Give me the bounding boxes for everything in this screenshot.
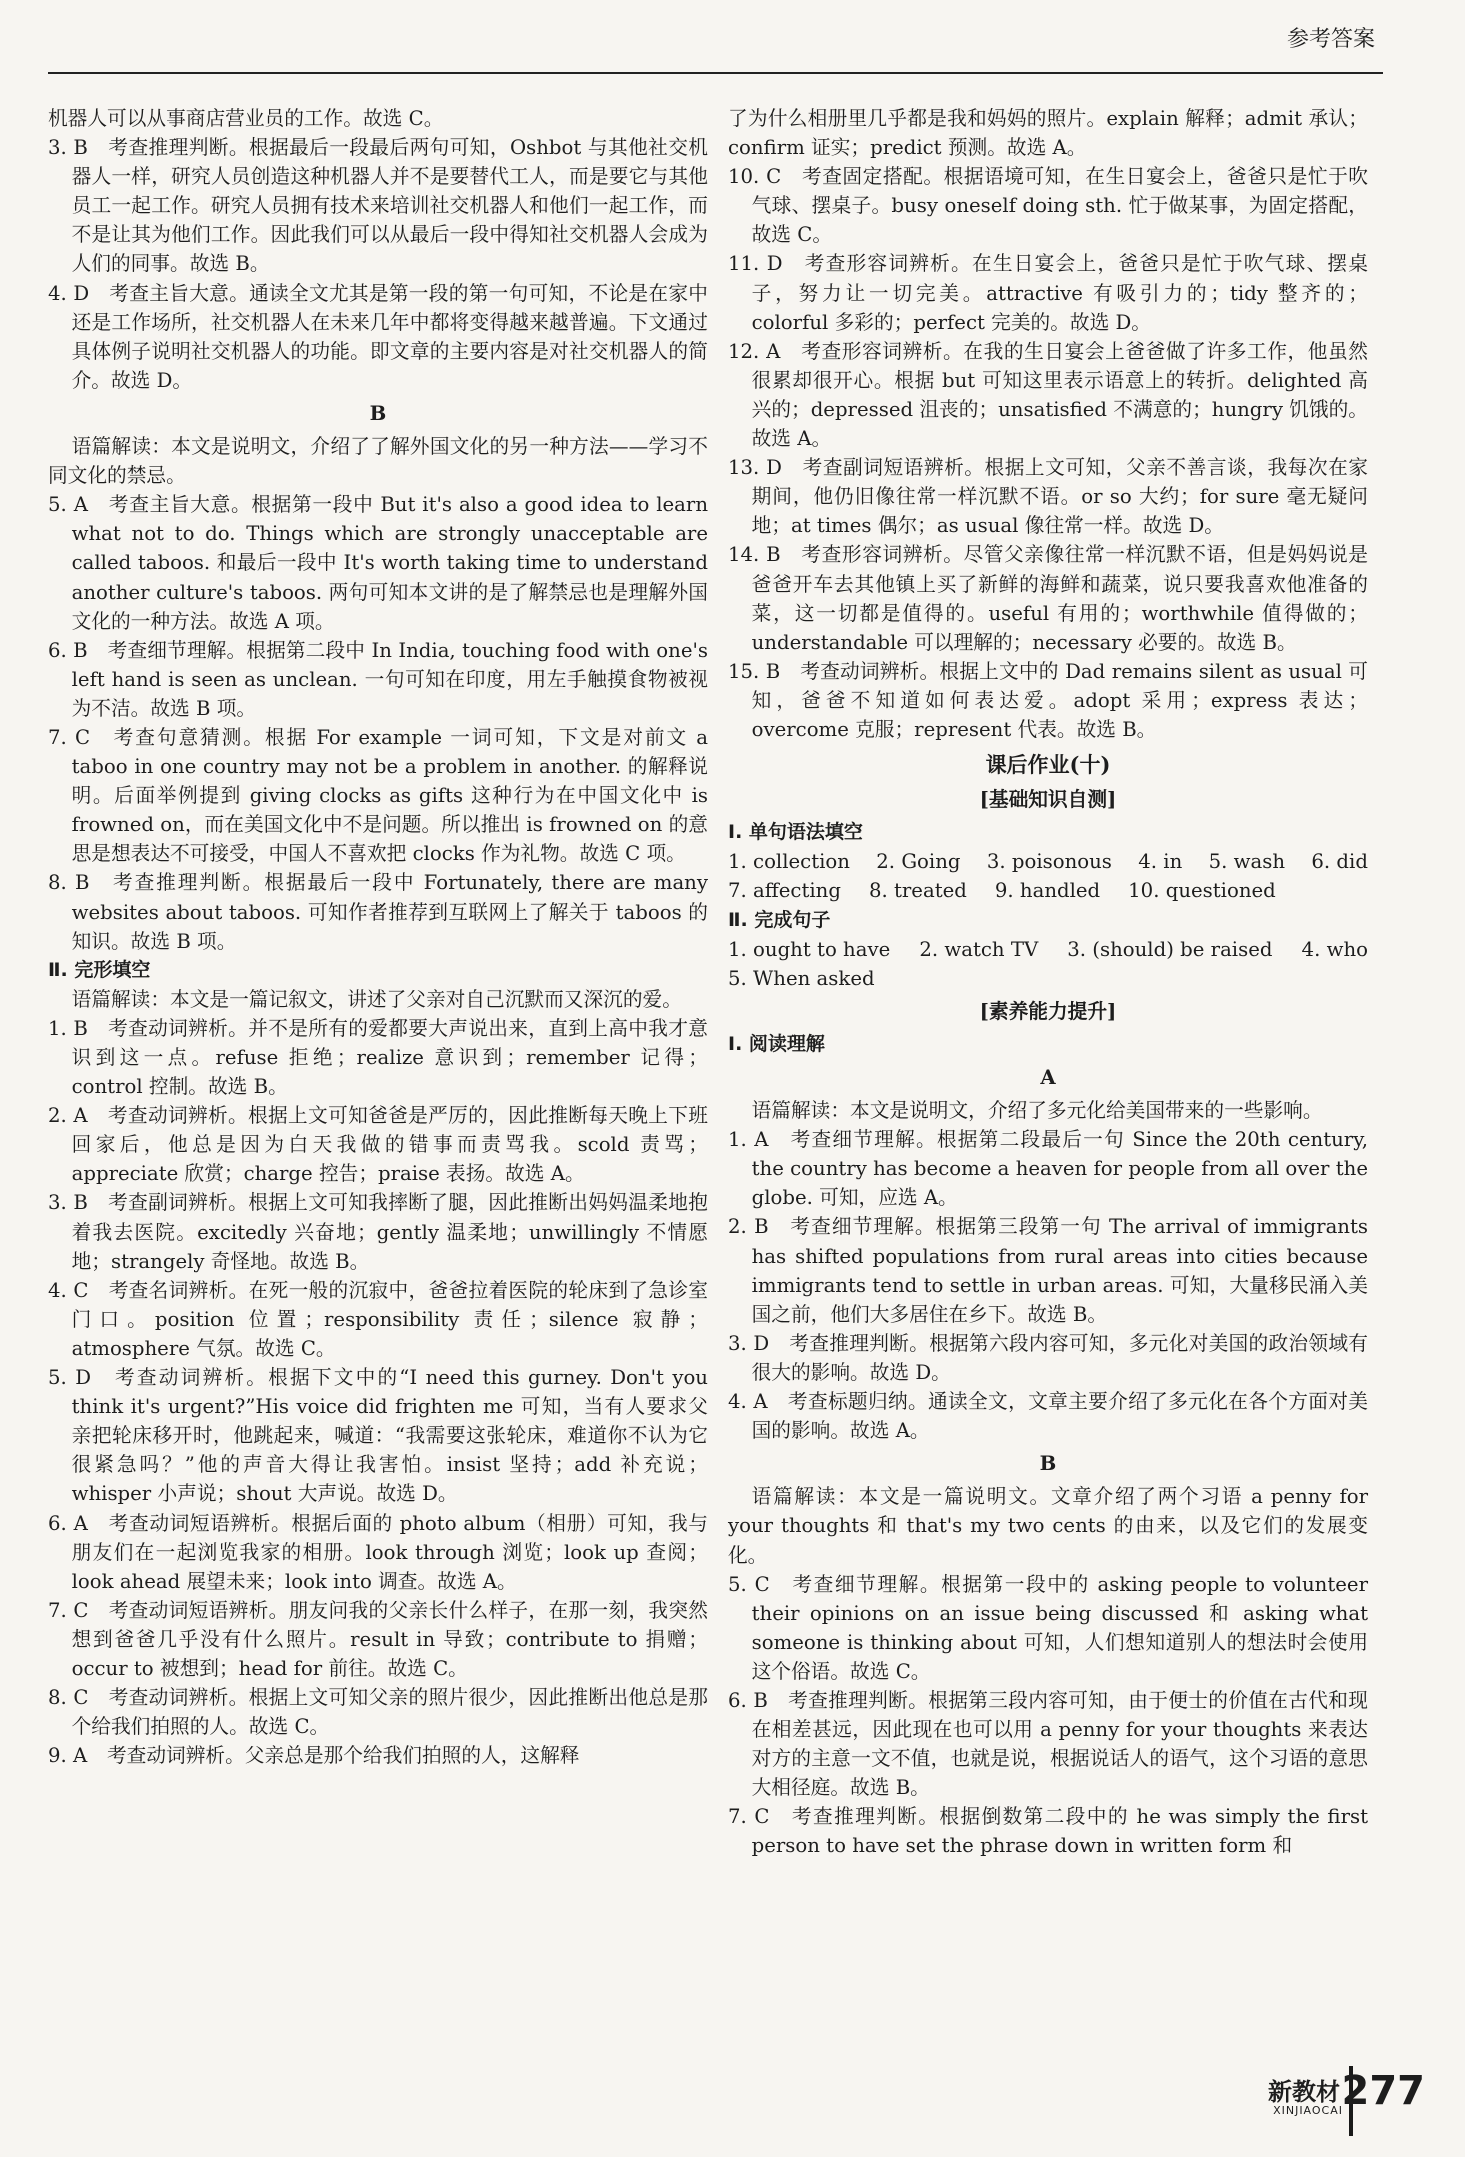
passage-intro: 语篇解读：本文是一篇记叙文，讲述了父亲对自己沉默而又深沉的爱。: [71, 987, 682, 1011]
answer-item: 3. D 考查推理判断。根据第六段内容可知，多元化对美国的政治领域有很大的影响。故选 D。: [728, 1331, 1368, 1384]
fill-answer: 4. in: [1138, 850, 1183, 874]
section-heading: Ⅰ. 阅读理解: [728, 1032, 825, 1055]
answer-item: 1. B 考查动词辨析。并不是所有的爱都要大声说出来，直到上高中我才意识到这一点。refuse 拒绝；realize 意识到；remember 记得；control 控制。故选 B。: [48, 1016, 708, 1099]
answer-item: 1. A 考查细节理解。根据第二段最后一句 Since the 20th century, the country has become a heaven for people from all over the globe. 可知，应选 A。: [728, 1128, 1368, 1210]
passage-intro: 语篇解读：本文是一篇说明文。文章介绍了两个习语 a penny for your thoughts 和 that's my two cents 的由来，以及它们的发展变化。: [728, 1485, 1368, 1567]
answer-item: 4. D 考查主旨大意。通读全文尤其是第一段的第一句可知，不论是在家中还是工作场所，社交机器人在未来几年中都将变得越来越普遍。下文通过具体例子说明社交机器人的功能。即文章的主要内容是对社交机器人的简介。故选 D。: [48, 281, 708, 392]
answer-item: 11. D 考查形容词辨析。在生日宴会上，爸爸只是忙于吹气球、摆桌子，努力让一切完美。attractive 有吸引力的；tidy 整齐的；colorful 多彩的；perfect 完美的。故选 D。: [728, 252, 1368, 334]
header-title: 参考答案: [1286, 27, 1375, 52]
passage-intro: 语篇解读：本文是说明文，介绍了多元化给美国带来的一些影响。: [751, 1099, 1323, 1123]
footer-brand: 新教材: [1268, 2078, 1340, 2106]
fill-answer: 1. collection: [728, 850, 850, 874]
paragraph: 了为什么相册里几乎都是我和妈妈的照片。explain 解释；admit 承认；confirm 证实；predict 预测。故选 A。: [728, 107, 1368, 160]
answer-item: 10. C 考查固定搭配。根据语境可知，在生日宴会上，爸爸只是忙于吹气球、摆桌子。busy oneself doing sth. 忙于做某事，为固定搭配，故选 C。: [728, 165, 1368, 247]
answer-item: 4. A 考查标题归纳。通读全文，文章主要介绍了多元化在各个方面对美国的影响。故选 A。: [728, 1390, 1368, 1443]
answer-item: 4. C 考查名词辨析。在死一般的沉寂中，爸爸拉着医院的轮床到了急诊室门口。position 位置；responsibility 责任；silence 寂静；atmosphere 气氛。故选 C。: [48, 1278, 708, 1360]
right-column: [728, 104, 1368, 1861]
answer-item: 8. C 考查动词辨析。根据上文可知父亲的照片很少，因此推断出他总是那个给我们拍照的人。故选 C。: [48, 1686, 708, 1739]
sentence-answer: 2. watch TV: [919, 937, 1039, 961]
answer-item: 3. B 考查推理判断。根据最后一段最后两句可知，Oshbot 与其他社交机器人一样，研究人员创造这种机器人并不是要替代工人，而是要它与其他员工一起工作。研究人员拥有技术来培训社交机器人和他们一起工作，而不是让其为他们工作。因此我们可以从最后一段中得知社交机器人会成为人们的同事。故选 B。: [48, 136, 708, 276]
passage-label: A: [1040, 1066, 1056, 1089]
section-heading: Ⅱ. 完形填空: [48, 958, 151, 981]
sentence-answers-row: [728, 935, 1368, 964]
footer-brand-sub: XINJIAOCAI: [1273, 2104, 1343, 2117]
answer-item: 12. A 考查形容词辨析。在我的生日宴会上爸爸做了许多工作，他虽然很累却很开心。根据 but 可知这里表示语意上的转折。delighted 高兴的；depressed 沮丧的；unsatisfied 不满意的；hungry 饥饿的。故选 A。: [728, 339, 1368, 451]
fill-answers-row: [728, 876, 1368, 905]
answer-item: 6. A 考查动词短语辨析。根据后面的 photo album（相册）可知，我与朋友们在一起浏览我家的相册。look through 浏览；look up 查阅；look ahead 展望未来；look into 调查。故选 A。: [48, 1511, 708, 1593]
sentence-answer: 3. (should) be raised: [1067, 937, 1273, 961]
fill-answer: 6. did: [1311, 850, 1368, 874]
answer-item: 6. B 考查推理判断。根据第三段内容可知，由于便士的价值在古代和现在相差甚远，因此现在也可以用 a penny for your thoughts 来表达对方的主意一文不值，也就是说，根据说话人的语气，这个习语的意思大相径庭。故选 B。: [728, 1688, 1368, 1800]
passage-label: B: [369, 401, 387, 425]
subsection-heading: [基础知识自测]: [979, 788, 1117, 812]
answer-item: 15. B 考查动词辨析。根据上文中的 Dad remains silent as usual 可知，爸爸不知道如何表达爱。adopt 采用；express 表达；overcome 克服；represent 代表。故选 B。: [728, 659, 1368, 741]
fill-answer: 2. Going: [876, 850, 961, 874]
sentence-answer: 1. ought to have: [728, 937, 891, 961]
header-rule: [48, 72, 1383, 74]
fill-answers-row: [728, 847, 1368, 876]
left-column: [48, 104, 708, 1770]
answer-item: 2. B 考查细节理解。根据第三段第一句 The arrival of immigrants has shifted populations from rural areas into cities because immigrants tend to settle in urban areas. 可知，大量移民涌入美国之前，他们大多居住在乡下。故选 B。: [728, 1215, 1368, 1326]
subsection-heading: [素养能力提升]: [979, 999, 1117, 1023]
answer-item: 5. C 考查细节理解。根据第一段中的 asking people to volunteer their opinions on an issue being discussed 和 asking what someone is thinking about 可知，人们想知道别人的想法时会使用这个俗语。故选 C。: [728, 1572, 1368, 1683]
homework-title: 课后作业(十): [985, 752, 1111, 778]
sentence-answer: 4. who: [1301, 937, 1368, 961]
fill-answer: 9. handled: [994, 879, 1101, 903]
answer-item: 7. C 考查推理判断。根据倒数第二段中的 he was simply the first person to have set the phrase down in written form 和: [728, 1805, 1368, 1858]
passage-intro: 语篇解读：本文是说明文，介绍了了解外国文化的另一种方法——学习不同文化的禁忌。: [48, 435, 708, 488]
fill-answer: 10. questioned: [1128, 879, 1276, 903]
answer-item: 8. B 考查推理判断。根据最后一段中 Fortunately, there are many websites about taboos. 可知作者推荐到互联网上了解关于 taboos 的知识。故选 B 项。: [48, 871, 708, 953]
answer-item: 7. C 考查动词短语辨析。朋友问我的父亲长什么样子，在那一刻，我突然想到爸爸几乎没有什么照片。result in 导致；contribute to 捐赠；occur to 被想到；head for 前往。故选 C。: [48, 1598, 708, 1680]
fill-answer: 3. poisonous: [986, 850, 1112, 874]
answer-item: 3. B 考查副词辨析。根据上文可知我摔断了腿，因此推断出妈妈温柔地抱着我去医院。excitedly 兴奋地；gently 温柔地；unwillingly 不情愿地；strangely 奇怪地。故选 B。: [48, 1191, 708, 1273]
sentence-answer: 5. When asked: [728, 966, 875, 990]
answer-item: 7. C 考查句意猜测。根据 For example 一词可知，下文是对前文 a taboo in one country may not be a problem in another. 的解释说明。后面举例提到 giving clocks as gifts 这种行为在中国文化中 is frowned on，而在美国文化中不是问题。所以推出 is frowned on 的意思是想表达不可接受，中国人不喜欢把 clocks 作为礼物。故选 C 项。: [48, 725, 708, 866]
answer-item: 9. A 考查动词辨析。父亲总是那个给我们拍照的人，这解释: [48, 1744, 580, 1768]
paragraph: 机器人可以从事商店营业员的工作。故选 C。: [48, 107, 444, 130]
answer-item: 14. B 考查形容词辨析。尽管父亲像往常一样沉默不语，但是妈妈说是爸爸开车去其他镇上买了新鲜的海鲜和蔬菜，说只要我喜欢他准备的菜，这一切都是值得的。useful 有用的；worthwhile 值得做的；understandable 可以理解的；necessary 必要的。故选 B。: [728, 543, 1368, 654]
fill-answer: 7. affecting: [728, 879, 841, 903]
passage-label: B: [1039, 1452, 1057, 1476]
answer-item: 2. A 考查动词辨析。根据上文可知爸爸是严厉的，因此推断每天晚上下班回家后，他总是因为白天我做的错事而责骂我。scold 责骂；appreciate 欣赏；charge 控告；praise 表扬。故选 A。: [48, 1104, 708, 1186]
page-number: 277: [1341, 2068, 1425, 2114]
answer-item: 6. B 考查细节理解。根据第二段中 In India, touching food with one's left hand is seen as unclean. 一句可知在印度，用左手触摸食物被视为不洁。故选 B 项。: [48, 638, 708, 720]
section-heading: Ⅰ. 单句语法填空: [728, 821, 863, 844]
section-heading: Ⅱ. 完成句子: [728, 908, 831, 931]
answer-item: 5. D 考查动词辨析。根据下文中的“I need this gurney. Don't you think it's urgent?”His voice did frighten me 可知，当有人要求父亲把轮床移开时，他跳起来，喊道：“我需要这张轮床，难道你不认为它很紧急吗？”他的声音大得让我害怕。insist 坚持；add 补充说；whisper 小声说；shout 大声说。故选 D。: [48, 1366, 708, 1506]
fill-answer: 5. wash: [1208, 850, 1286, 874]
fill-answer: 8. treated: [868, 879, 967, 903]
answer-item: 5. A 考查主旨大意。根据第一段中 But it's also a good idea to learn what not to do. Things which are strongly unacceptable are called taboos. 和最后一段中 It's worth taking time to understand another culture's taboos. 两句可知本文讲的是了解禁忌也是理解外国文化的一种方法。故选 A 项。: [48, 493, 708, 633]
answer-item: 13. D 考查副词短语辨析。根据上文可知，父亲不善言谈，我每次在家期间，他仍旧像往常一样沉默不语。or so 大约；for sure 毫无疑问地；at times 偶尔；as usual 像往常一样。故选 D。: [728, 456, 1368, 538]
